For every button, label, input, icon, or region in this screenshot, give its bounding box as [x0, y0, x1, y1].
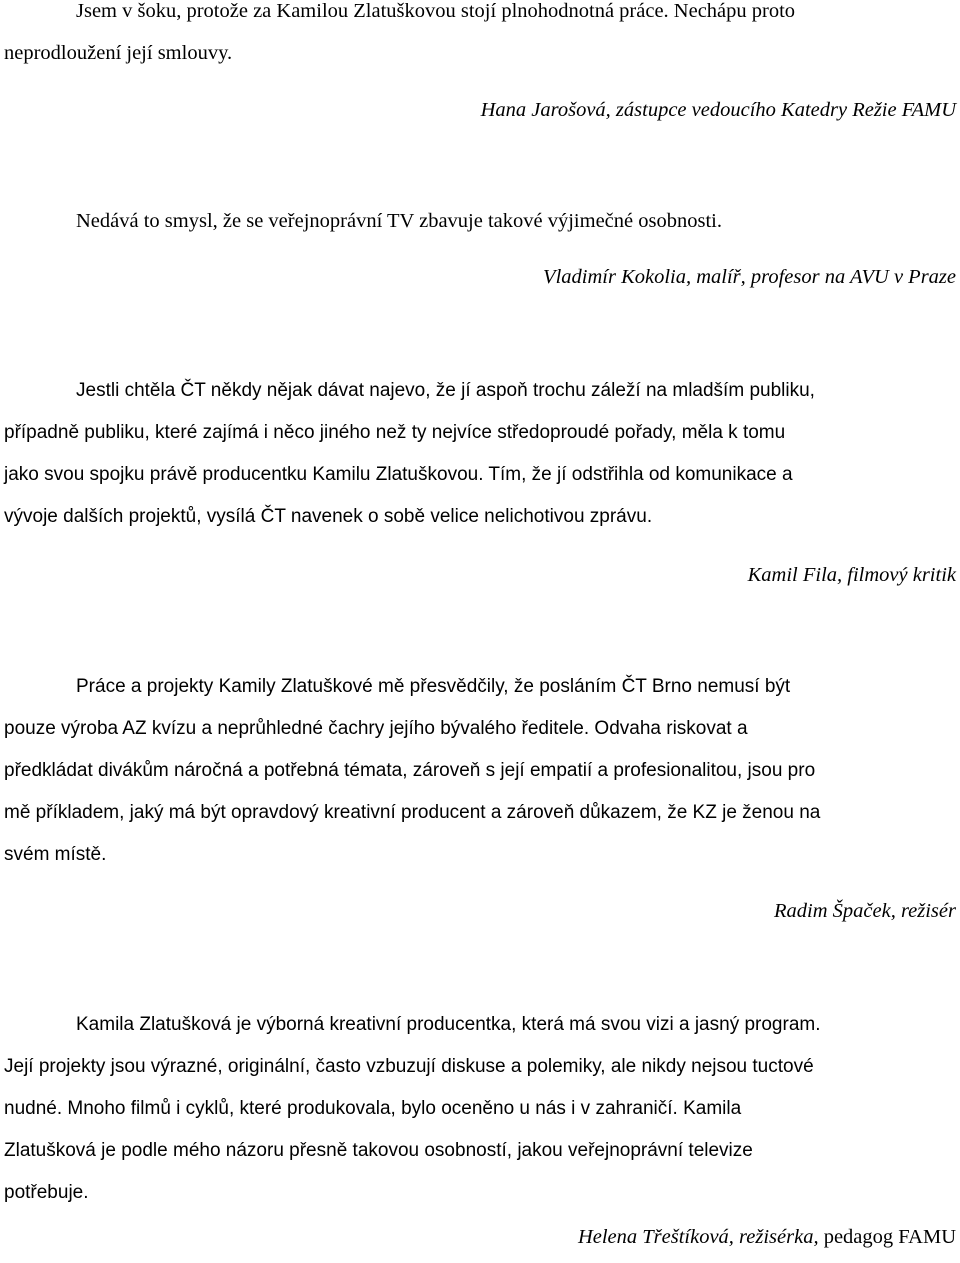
testimonial-author-trestikova-name: Helena Třeštíková, režisérka, — [577, 1226, 819, 1248]
testimonial-author-jarosova: Hana Jarošová, zástupce vedoucího Katedry Režie FAMU — [480, 99, 956, 121]
testimonial-author-trestikova-role: pedagog FAMU — [818, 1226, 956, 1248]
testimonial-text-kokolia: Nedává to smysl, že se veřejnoprávní TV zbavuje takové výjimečné osobnosti. — [76, 210, 722, 232]
testimonial-author-fila: Kamil Fila, filmový kritik — [747, 564, 956, 586]
testimonial-author-trestikova — [578, 1216, 956, 1258]
testimonial-text-spacek: Práce a projekty Kamily Zlatuškové mě přesvědčily, že posláním ČT Brno nemusí být pouze výroba AZ kvízu a neprůhledné čachry jejího bývalého ředitele. Odvaha riskovat a předkládat divákům náročná a potřebná témata, zároveň s její empatií a profesionalitou, jsou pro mě příkladem, jaký má být opravdový kreativní producent a zároveň důkazem, že KZ je ženou na svém místě. — [4, 676, 821, 865]
testimonial-text-fila: Jestli chtěla ČT někdy nějak dávat najevo, že jí aspoň trochu záleží na mladším publiku, případně publiku, které zajímá i něco jiného než ty nejvíce středoproudé pořady, měla k tomu jako svou spojku právě producentku Kamilu Zlatuškovou. Tím, že jí odstřihla od komunikace a vývoje dalších projektů, vysílá ČT navenek o sobě velice nelichotivou zprávu. — [4, 380, 815, 527]
testimonial-text-trestikova: Kamila Zlatušková je výborná kreativní producentka, která má svou vizi a jasný program. Její projekty jsou výrazné, originální, často vzbuzují diskuse a polemiky, ale nikdy nejsou tuctové nudné. Mnoho filmů i cyklů, které produkovala, bylo oceněno u nás i v zahraničí. Kamila Zlatušková je podle mého názoru přesně takovou osobností, jakou veřejnoprávní televize potřebuje. — [4, 1014, 821, 1203]
testimonial-text-jarosova: Jsem v šoku, protože za Kamilou Zlatuškovou stojí plnohodnotná práce. Nechápu proto neprodloužení její smlouvy. — [4, 0, 796, 64]
testimonial-author-spacek: Radim Špaček, režisér — [774, 900, 956, 922]
testimonial-author-kokolia: Vladimír Kokolia, malíř, profesor na AVU v Praze — [543, 266, 956, 288]
